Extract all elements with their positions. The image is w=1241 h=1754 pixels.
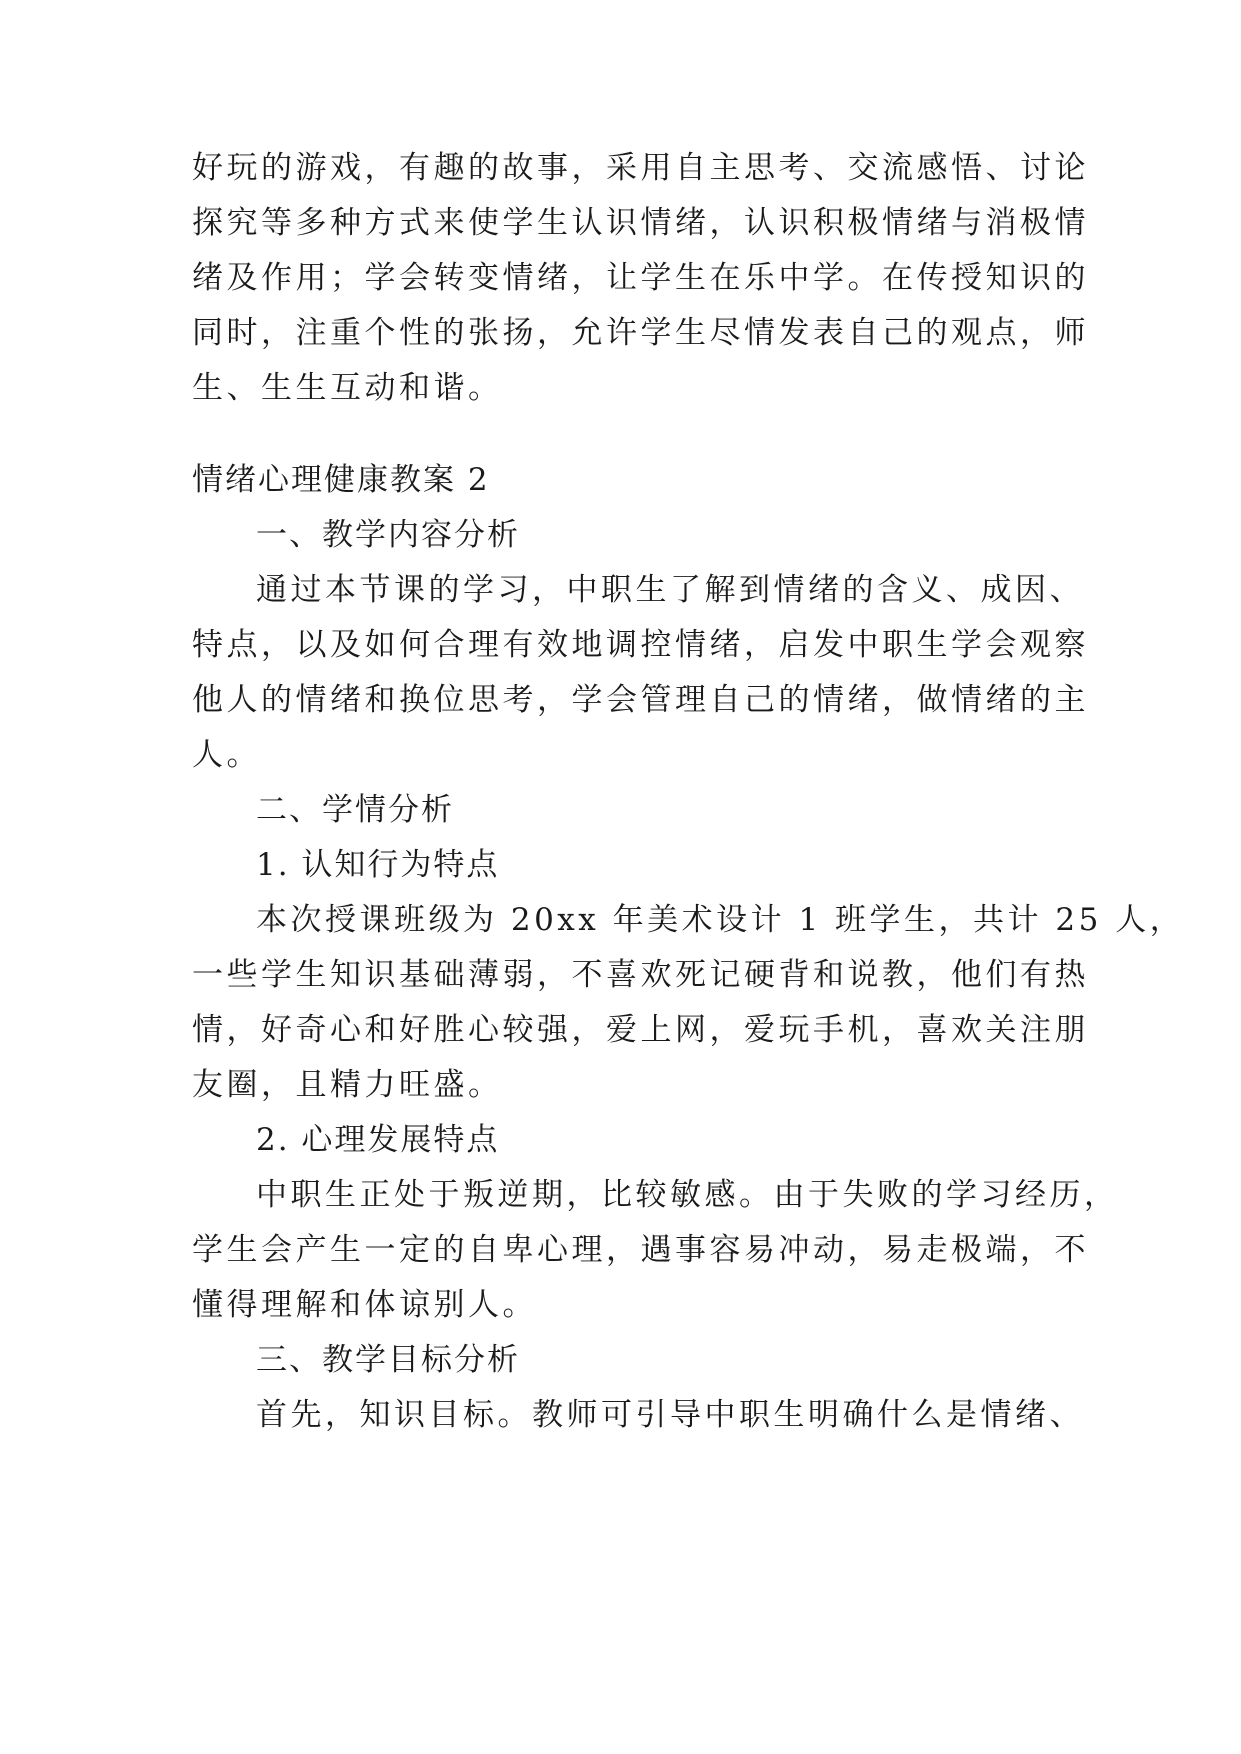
body-text-line: 好玩的游戏，有趣的故事，采用自主思考、交流感悟、讨论 — [192, 150, 1089, 186]
section-heading: 二、学情分析 — [256, 792, 454, 828]
body-text-line: 学生会产生一定的自卑心理，遇事容易冲动，易走极端，不 — [192, 1232, 1089, 1268]
body-text-line: 友圈，且精力旺盛。 — [192, 1067, 503, 1103]
body-text-line: 懂得理解和体谅别人。 — [192, 1287, 537, 1323]
body-text-line: 通过本节课的学习，中职生了解到情绪的含义、成因、 — [256, 572, 1084, 608]
section-heading: 一、教学内容分析 — [256, 517, 520, 553]
body-text-line: 他人的情绪和换位思考，学会管理自己的情绪，做情绪的主 — [192, 682, 1089, 718]
document-title: 情绪心理健康教案 2 — [192, 462, 490, 498]
body-text-line: 同时，注重个性的张扬，允许学生尽情发表自己的观点，师 — [192, 315, 1089, 351]
body-text-line: 一些学生知识基础薄弱，不喜欢死记硬背和说教，他们有热 — [192, 957, 1089, 993]
body-text-line: 首先，知识目标。教师可引导中职生明确什么是情绪、 — [256, 1397, 1084, 1433]
body-text-line: 本次授课班级为 20xx 年美术设计 1 班学生，共计 25 人， — [256, 902, 1185, 938]
body-text-line: 情，好奇心和好胜心较强，爱上网，爱玩手机，喜欢关注朋 — [192, 1012, 1089, 1048]
body-text-line: 特点，以及如何合理有效地调控情绪，启发中职生学会观察 — [192, 627, 1089, 663]
section-heading: 三、教学目标分析 — [256, 1342, 520, 1378]
subsection-heading: 1. 认知行为特点 — [256, 847, 500, 883]
subsection-heading: 2. 心理发展特点 — [256, 1122, 500, 1158]
body-text-line: 绪及作用；学会转变情绪，让学生在乐中学。在传授知识的 — [192, 260, 1089, 296]
body-text-line: 生、生生互动和谐。 — [192, 370, 503, 406]
body-text-line: 中职生正处于叛逆期，比较敏感。由于失败的学习经历， — [256, 1177, 1119, 1213]
body-text-line: 人。 — [192, 737, 261, 773]
body-text-line: 探究等多种方式来使学生认识情绪，认识积极情绪与消极情 — [192, 205, 1089, 241]
